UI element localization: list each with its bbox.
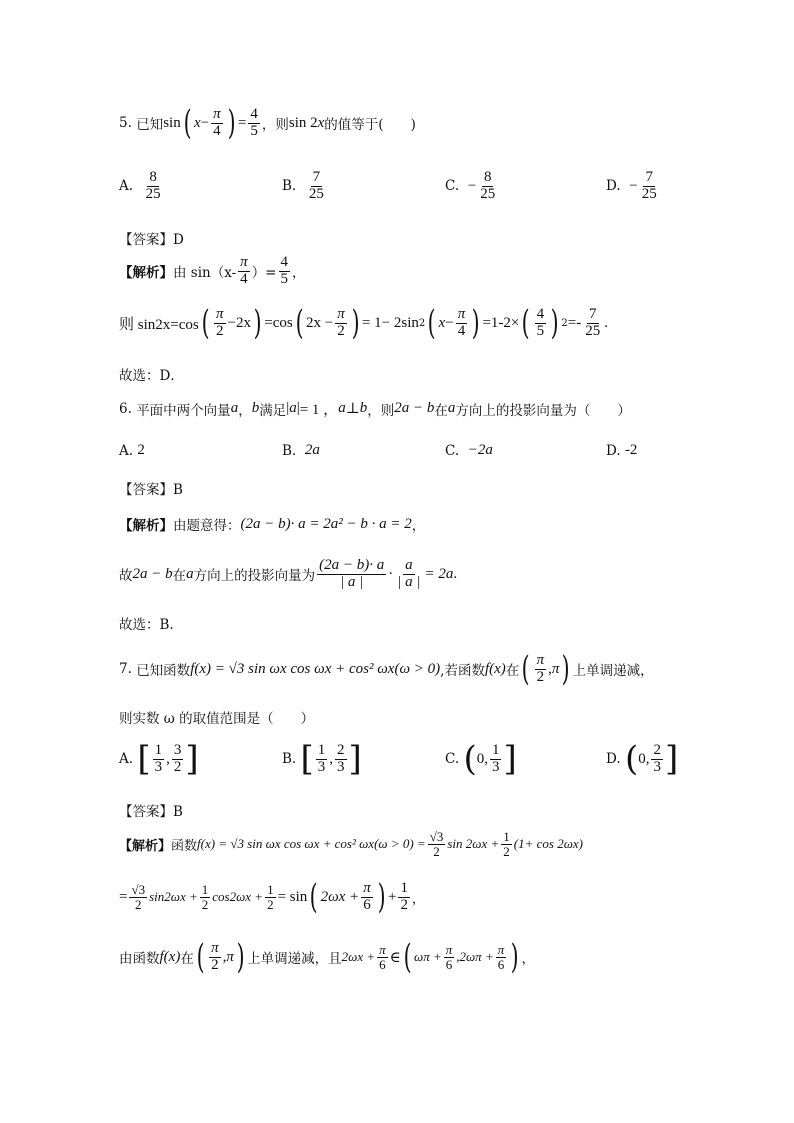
q6-stem: 6. 平面中两个向量 a ， b 满足 |a| = 1 ， a ⊥ b ，则 2a − b 在 a 方向上的投影向量为（ ） <box>119 400 631 419</box>
q5-option-d: D. − $\frac{7}{25}$ <box>606 169 657 202</box>
q7-answer: 【答案】B <box>119 804 183 820</box>
q7-option-a: A. [ $\frac{1}{3}$ , $\frac{3}{2}$ ] <box>119 739 199 779</box>
q6-option-a: A. 2 <box>119 442 145 459</box>
q7-analysis-line1: 【解析】 函数 f(x) = √3 sin ωx cos ωx + cos² ωx(ω > 0) = $\frac{√3}{2}$ sin 2ωx + $\frac{1}{2}$ (1+ cos 2ωx) <box>119 829 583 859</box>
q5-option-a: A. $\frac{8}{25}$ <box>119 169 161 202</box>
q5-analysis-line2: 则 sin2x=cos ( $\frac{\pi}{2}$ −2x ) =cos ( 2x − $\frac{\pi}{2}$ ) = 1− 2sin 2 ( x − $\frac{\pi}{4}$ ) =1-2× ( $\frac{4}{5}$ ) 2 =- $\frac{7}{25}$ . <box>119 303 609 343</box>
q7-analysis-line3: 由函数 f(x) 在 ( $\frac{\pi}{2}$ , π ) 上单调递减，且 2ωx + $\frac{\pi}{6}$ ∈ ( ωπ + $\frac{\pi}{6}$ ,2ωπ + $\frac{\pi}{6}$ ) ， <box>119 937 535 977</box>
q6-answer: 【答案】B <box>119 482 183 498</box>
q6-option-d: D. -2 <box>606 442 638 459</box>
q6-choice: 故选：B. <box>119 617 174 633</box>
q5-answer: 【答案】D <box>119 232 184 248</box>
q6-analysis-line1: 【解析】 由题意得： (2a − b)· a = 2a² − b · a = 2 ， <box>119 515 426 534</box>
q7-option-b: B. [ $\frac{1}{3}$ , $\frac{2}{3}$ ] <box>282 739 362 779</box>
q5-analysis-line1: 【解析】 由 sin（x- $\frac{\pi}{4}$ ）= $\frac{4}{5}$ ， <box>119 254 306 287</box>
q6-option-c: C. −2a <box>445 442 493 459</box>
q5-stem: 5. 已知 sin ( x − $\frac{\pi}{4}$ ) = $\frac{4}{5}$ ，则 sin 2 x 的值等于( ) <box>119 103 416 143</box>
q7-option-d: D. ( 0 , $\frac{2}{3}$ ] <box>606 739 679 779</box>
q5-option-c: C. − $\frac{8}{25}$ <box>445 169 496 202</box>
q7-stem: 7. 已知函数 f(x) = √3 sin ωx cos ωx + cos² ωx(ω > 0) ,若函数 f(x) 在 ( $\frac{\pi}{2}$ , π ) 上单调递减， <box>119 649 654 689</box>
q5-option-b: B. $\frac{7}{25}$ <box>282 169 324 202</box>
q7-stem-line2: 则实数 ω 的取值范围是（ ） <box>119 711 315 727</box>
q6-analysis-line2: 故 2a − b 在 a 方向上的投影向量为 $\frac{(2a - b)\cdot a}{| a |}$ · $\frac{a}{| a |}$ = 2a . <box>119 557 458 590</box>
q5-choice: 故选：D． <box>119 368 184 384</box>
q7-analysis-line2: = $\frac{√3}{2}$ sin2ωx + $\frac{1}{2}$ cos2ωx + $\frac{1}{2}$ = sin ( 2ωx + $\frac{\pi}{6}$ ) + $\frac{1}{2}$ ， <box>119 877 425 917</box>
q5-number: 5. <box>119 115 132 131</box>
q7-option-c: C. ( 0 , $\frac{1}{3}$ ] <box>445 739 517 779</box>
q6-option-b: B. 2a <box>282 442 320 459</box>
